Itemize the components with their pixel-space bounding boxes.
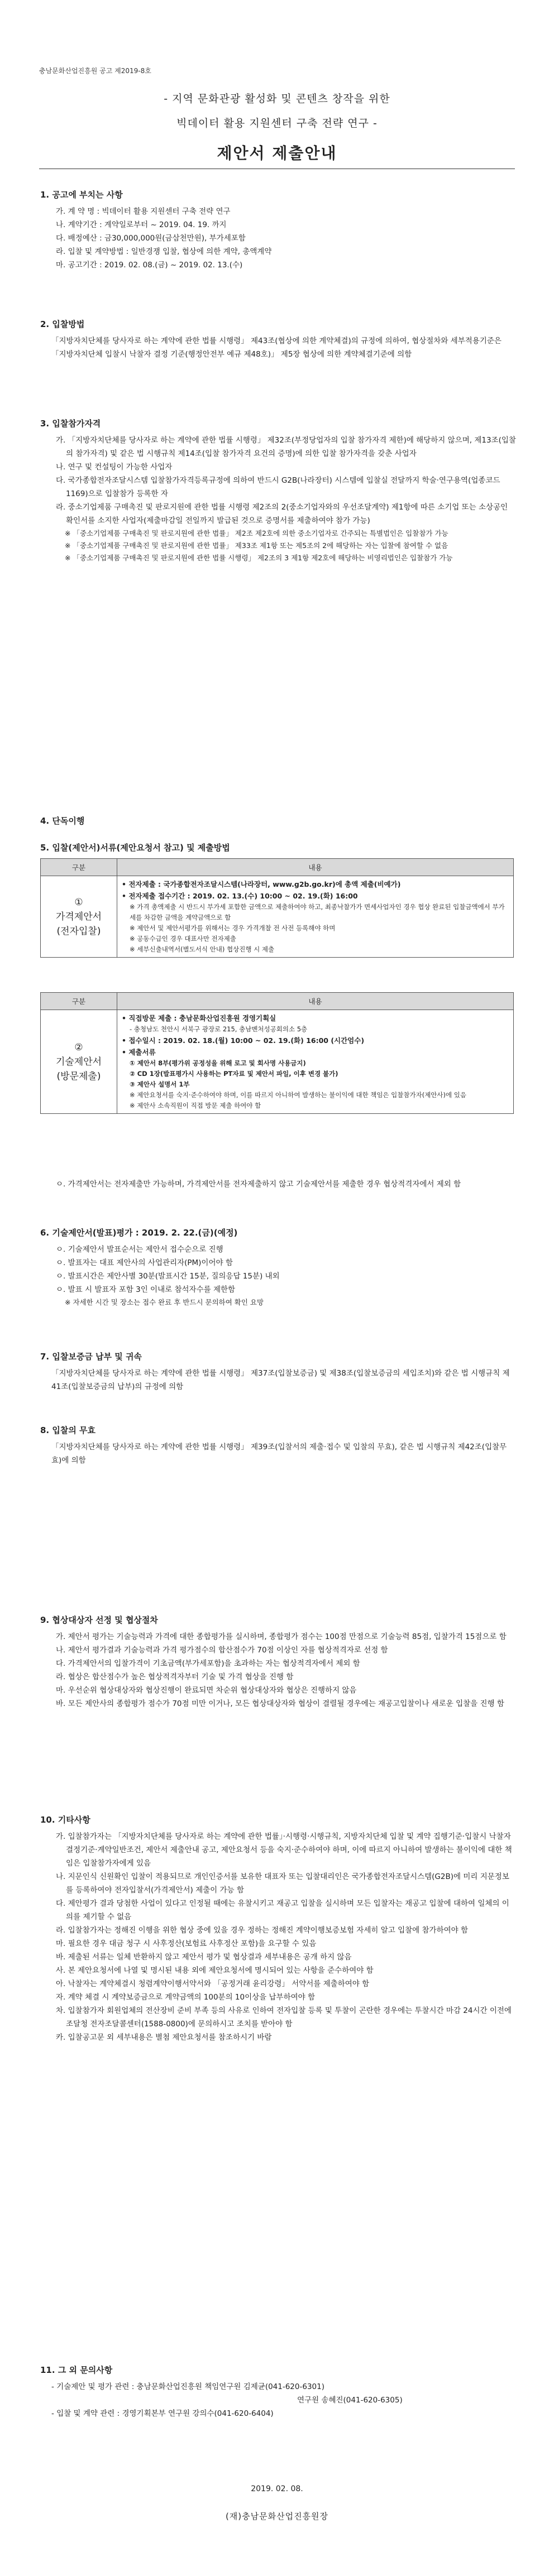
s9-item: 나. 제안서 평가결과 기술능력과 가격 평가점수의 합산점수가 70점 이상인 자를 협상적격자로 선정 함 [56, 1646, 388, 1655]
section-8 [40, 1424, 516, 1467]
s3-note: ※ 「중소기업제품 구매촉진 및 판로지원에 관한 법률」 제33조 제1항 또는 제5조의 2에 해당하는 자는 입찰에 참여할 수 없음 [65, 541, 448, 550]
s11-item: 연구원 송혜진(041-620-6305) [297, 2396, 403, 2405]
s9-item: 가. 제안서 평가는 기술능력과 가격에 대한 종합평가를 실시하며, 종합평가 점수는 100점 만점으로 기술능력 85점, 입찰가격 15점으로 함 [56, 1632, 507, 1641]
table-line: • 전자제출 접수기간 : 2019. 02. 13.(수) 10:00 ~ 02. 19.(화) 16:00 [122, 892, 358, 900]
section-6 [40, 1227, 516, 1309]
s10-item: 가. 입찰참가자는 「지방자치단체를 당사자로 하는 계약에 관한 법률」·시행령·시행규칙, 지방자치단체 입찰 및 계약 집행기준·입찰시 낙찰자 결정기준·계약일반조건, 제안서 제출안내 공고, 제안요청서 등을 숙지·준수하여야 하며, 이에 따르지 아니하여 발생하는 불이익에 대한 책임은 입찰참가자에게 있음 [56, 1832, 512, 1868]
s3-item: 라. 중소기업제품 구매촉진 및 판로지원에 관한 법률 시행령 제2조의 2(중소기업자와의 우선조달계약) 제1항에 따른 소기업 또는 소상공인 확인서를 소지한 사업자(제출마감일 전일까지 발급된 것으로 증명서를 제출하여야 참가 가능) [56, 503, 508, 525]
section-4 [40, 815, 516, 831]
s7-body: 「지방자치단체를 당사자로 하는 계약에 관한 법률 시행령」 제37조(입찰보증금) 및 제38조(입찰보증금의 세입조치)와 같은 법 시행규칙 제41조(입찰보증금의 납부)의 규정에 의함 [51, 1369, 510, 1391]
notice-number: 충남문화산업진흥원 공고 제2019-8호 [39, 67, 151, 75]
section-11 [40, 2364, 516, 2420]
section-5 [40, 842, 516, 858]
tech-proposal-content [117, 1010, 514, 1114]
s10-item: 라. 입찰참가자는 정해진 이행을 위한 협상 중에 있을 경우 정하는 정해진 계약이행보증보험 자세히 알고 입찰에 참가하여야 함 [56, 1926, 469, 1935]
section-1 [40, 189, 516, 272]
table-line: ※ 공동수급인 경우 대표사만 전자제출 [130, 935, 236, 943]
s10-item: 차. 입찰참가자 회원업체의 전산장비 준비 부족 등의 사유로 인하여 전자입찰 등록 및 투찰이 곤란한 경우에는 투찰시간 마감 24시간 이전에 조달청 전자조달콜센터(1588-0800)에 문의하시고 조치를 받아야 함 [56, 2006, 512, 2029]
s9-item: 라. 협상은 합산점수가 높은 협상적격자부터 기술 및 가격 협상을 진행 함 [56, 1673, 294, 1681]
section-1-heading: 1. 공고에 부치는 사항 [40, 190, 123, 200]
section-9-heading: 9. 협상대상자 선정 및 협상절차 [40, 1615, 158, 1625]
s9-item: 다. 가격제안서의 입찰가격이 기초금액(부가세포함)을 초과하는 자는 협상적격자에서 제외 함 [56, 1659, 360, 1668]
section-10 [40, 1814, 516, 2044]
s5-note: ㅇ. 가격제안서는 전자제출만 가능하며, 가격제안서를 전자제출하지 않고 기술제안서를 제출한 경우 협상적격자에서 제외 함 [56, 1180, 461, 1189]
section-11-heading: 11. 그 외 문의사항 [40, 2365, 113, 2375]
s10-item: 카. 입찰공고문 외 세부내용은 별첨 제안요청서를 참조하시기 바람 [56, 2033, 272, 2042]
s10-item: 아. 낙찰자는 계약체결시 청렴계약이행서약서와 「공정거래 윤리강령」 서약서를 제출하여야 함 [56, 1979, 370, 1988]
section-3 [40, 417, 516, 564]
section-2 [40, 318, 516, 361]
section-7 [40, 1351, 516, 1393]
table-line: ② CD 1장(발표평가시 사용하는 PT자료 및 제안서 파일, 이후 변경 불가) [130, 1070, 338, 1078]
table-line: ③ 제안사 설명서 1부 [130, 1080, 190, 1088]
s3-note: ※ 「중소기업제품 구매촉진 및 판로지원에 관한 법률」 제2조 제2호에 의한 중소기업자로 간주되는 특별법인은 입찰참가 가능 [65, 529, 448, 537]
s6-item: ㅇ. 발표자는 대표 제안사의 사업관리자(PM)이어야 함 [56, 1258, 233, 1267]
section-6-heading: 6. 기술제안서(발표)평가 : 2019. 2. 22.(금)(예정) [40, 1228, 238, 1238]
section-8-heading: 8. 입찰의 무효 [40, 1425, 96, 1435]
issuing-organization: (재)충남문화산업진흥원장 [225, 2511, 329, 2521]
tech-proposal-table [40, 992, 514, 1114]
s10-item: 바. 제출된 서류는 일체 반환하지 않고 제안서 평가 및 협상결과 세부내용은 공개 하지 않음 [56, 1953, 352, 1962]
s6-item: ㅇ. 기술제안서 발표순서는 제안서 접수순으로 진행 [56, 1245, 223, 1254]
s6-note: ※ 자세한 시간 및 장소는 접수 완료 후 반드시 문의하여 확인 요망 [65, 1298, 264, 1306]
s1-item: 라. 입찰 및 계약방법 : 일반경쟁 입찰, 협상에 의한 계약, 총액계약 [56, 247, 272, 256]
s8-body: 「지방자치단체를 당사자로 하는 계약에 관한 법률 시행령」 제39조(입찰서의 제출·접수 및 입찰의 무효), 같은 법 시행규칙 제42조(입찰무효)에 의함 [51, 1443, 507, 1465]
s2-body: 「지방자치단체를 당사자로 하는 계약에 관한 법률 시행령」 제43조(협상에 의한 계약체결)의 규정에 의하여, 협상절차와 세부적용기준은 「지방자치단체 입찰시 낙찰자 결정 기준(행정안전부 예규 제48호)」 제5장 협상에 의한 계약체결기준에 의함 [51, 337, 502, 359]
section-7-heading: 7. 입찰보증금 납부 및 귀속 [40, 1352, 142, 1362]
table-header-content: 내용 [117, 859, 514, 876]
s6-item: ㅇ. 발표시간은 제안사별 30분(발표시간 15분, 질의응답 15분) 내외 [56, 1272, 280, 1281]
s1-item: 마. 공고기간 : 2019. 02. 08.(금) ~ 2019. 02. 13.(수) [56, 261, 243, 270]
s10-item: 나. 지문인식 신원확인 입찰이 적용되므로 개인인증서를 보유한 대표자 또는 입찰대리인은 국가종합전자조달시스템(G2B)에 미리 지문정보를 등록하여야 전자입찰서(가격제안서) 제출이 가능 함 [56, 1872, 509, 1895]
section-9 [40, 1614, 516, 1710]
s1-item: 나. 계약기간 : 계약일로부터 ~ 2019. 04. 19. 까지 [56, 220, 227, 229]
s11-item: - 기술제안 및 평가 관련 : 충남문화산업진흥원 책임연구원 김제균(041-620-6301) [51, 2382, 324, 2391]
s10-item: 자. 계약 체결 시 계약보증금으로 계약금액의 100분의 10이상을 납부하여야 함 [56, 1993, 316, 2002]
table-line: - 충청남도 천안시 서북구 광장로 215, 충남벤처성공회의소 5층 [130, 1025, 308, 1033]
s3-item: 가. 「지방자치단체를 당사자로 하는 계약에 관한 법률 시행령」 제32조(부정당업자의 입찰 참가자격 제한)에 해당하지 않으며, 제13조(입찰의 참가자격) 및 같은 법 시행규칙 제14조(입찰 참가자격 요건의 증명)에 의한 입찰 참가자격을 갖춘 사업자 [56, 436, 516, 458]
table-line: • 접수일시 : 2019. 02. 18.(월) 10:00 ~ 02. 19.(화) 16:00 (시간엄수) [122, 1036, 365, 1045]
s10-item: 마. 필요한 경우 대금 청구 시 사후정산(보험료 사후정산 포함)을 요구할 수 있음 [56, 1939, 317, 1948]
table-line: ※ 제안사 소속직원이 직접 방문 제출 하여야 함 [130, 1102, 261, 1109]
category-price-proposal: ① 가격제안서 (전자입찰) [41, 876, 117, 958]
s3-item: 나. 연구 및 컨설팅이 가능한 사업자 [56, 463, 173, 472]
table-line: • 직접방문 제출 : 충남문화산업진흥원 경영기획실 [122, 1014, 276, 1022]
table-line: ※ 세부신출내역서(별도서식 안내) 협상진행 시 제출 [130, 945, 275, 953]
s3-item: 다. 국가종합전자조달시스템 입찰참가자격등록규정에 의하여 반드시 G2B(나라장터) 시스템에 입찰실 전달까지 학술·연구용역(업종코드 1169)으로 입찰참가 등록한 자 [56, 476, 500, 498]
s10-item: 다. 제안평가 결과 당첨한 사업이 있다고 인정될 때에는 유찰시키고 재공고 입찰을 실시하며 모든 입찰자는 재공고 입찰에 대하여 일체의 이의를 제기할 수 없음 [56, 1899, 509, 1921]
table-header-content: 내용 [117, 993, 514, 1010]
s11-item: - 입찰 및 계약 관련 : 경영기획본부 연구원 강의수(041-620-6404) [51, 2409, 274, 2418]
table-line: ※ 제안서 및 제안서평가를 위해서는 경우 가격개찰 전 사전 등록해야 하며 [130, 924, 336, 932]
table-line: ※ 가격 총액제출 시 반드시 부가세 포함한 금액으로 제출하여야 하고, 최종낙찰가가 면세사업자인 경우 협상 완료된 입찰금액에서 부가세를 차감한 금액을 계약금액으로 함 [130, 903, 505, 921]
table-header-category: 구분 [41, 993, 117, 1010]
notice-date: 2019. 02. 08. [251, 2484, 303, 2493]
category-tech-proposal: ② 기술제안서 (방문제출) [41, 1010, 117, 1114]
price-proposal-content [117, 876, 514, 958]
s1-item: 가. 계 약 명 : 빅데이터 활용 지원센터 구축 전략 연구 [56, 207, 231, 216]
section-5-note [40, 1178, 516, 1191]
section-10-heading: 10. 기타사항 [40, 1815, 90, 1825]
section-3-heading: 3. 입찰참가자격 [40, 419, 101, 429]
s10-item: 사. 본 제안요청서에 나열 및 명시된 내용 외에 제안요청서에 명시되어 있는 사항을 준수하여야 함 [56, 1966, 374, 1975]
table-line: • 제출서류 [122, 1048, 156, 1056]
table-line: ※ 제안요청서를 숙지·준수하여야 하며, 이를 따르지 아니하여 발생하는 불이익에 대한 책임은 입찰참가자(제안사)에 있음 [130, 1091, 467, 1099]
table-header-category: 구분 [41, 859, 117, 876]
table-line: ① 제안서 8부(평가위 공정성을 위해 로고 및 회사명 사용금지) [130, 1059, 306, 1067]
subtitle-line-2: 빅데이터 활용 지원센터 구축 전략 연구 - [176, 117, 378, 129]
subtitle-line-1: - 지역 문화관광 활성화 및 콘텐츠 창작을 위한 [164, 93, 390, 105]
s1-item: 다. 배정예산 : 금30,000,000원(금삼천만원), 부가세포함 [56, 234, 246, 243]
table-line: • 전자제출 : 국가종합전자조달시스템(나라장터, www.g2b.go.kr)에 총액 제출(비예가) [122, 880, 401, 888]
s9-item: 마. 우선순위 협상대상자와 협상진행이 완료되면 차순위 협상대상자와 협상은 진행하지 않음 [56, 1686, 357, 1695]
page-title: 제안서 제출안내 [217, 144, 337, 162]
s6-item: ㅇ. 발표 시 발표자 포함 3인 이내로 참석자수를 제한함 [56, 1285, 236, 1294]
price-proposal-table [40, 858, 514, 958]
section-2-heading: 2. 입찰방법 [40, 319, 85, 329]
section-5-heading: 5. 입찰(제안서)서류(제안요청서 참고) 및 제출방법 [40, 843, 230, 853]
s9-item: 바. 모든 제안사의 종합평가 점수가 70점 미만 이거나, 모든 협상대상자와 협상이 결렬될 경우에는 재공고입찰이나 새로운 입찰을 진행 함 [56, 1699, 504, 1708]
s3-note: ※ 「중소기업제품 구매촉진 및 판로지원에 관한 법률 시행령」 제2조의 3 제1항 제2호에 해당하는 비영리법인은 입찰참가 가능 [65, 554, 453, 562]
section-4-heading: 4. 단독이행 [40, 816, 85, 826]
